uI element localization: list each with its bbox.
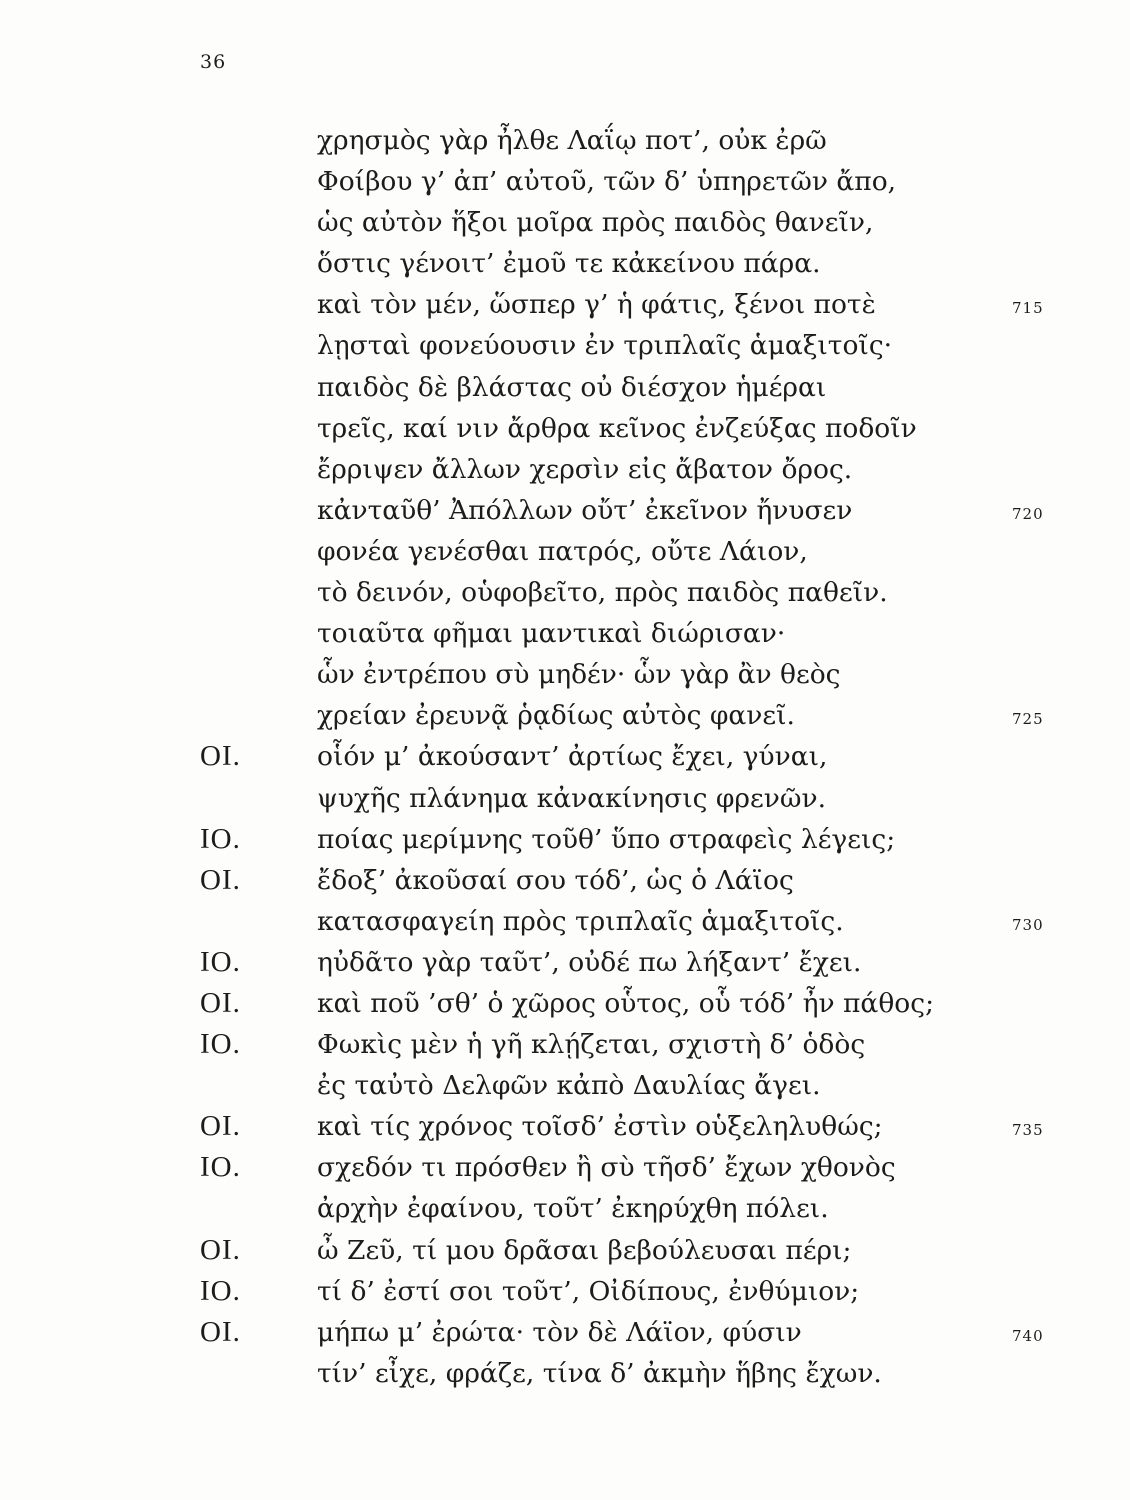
verse-text: σχεδόν τι πρόσθεν ἢ σὺ τῆσδ’ ἔχων χθονὸς (317, 1152, 896, 1184)
line-number: 735 (1012, 1121, 1044, 1140)
speaker-label: ΙΟ. (200, 822, 241, 855)
verse-line (0, 1312, 1130, 1353)
line-number: 720 (1012, 504, 1044, 523)
verse-text: Φοίβου γ’ ἀπ’ αὐτοῦ, τῶν δ’ ὑπηρετῶν ἄπο, (317, 166, 897, 198)
verse-text: τὸ δεινόν, οὑφοβεῖτο, πρὸς παιδὸς παθεῖν. (317, 577, 888, 609)
verse-line (0, 161, 1130, 202)
verse-text: χρείαν ἐρευνᾷ ῥᾳδίως αὐτὸς φανεῖ. (317, 700, 795, 732)
verse-text: φονέα γενέσθαι πατρός, οὔτε Λάιον, (317, 535, 808, 567)
verse-text: ἀρχὴν ἐφαίνου, τοῦτ’ ἐκηρύχθη πόλει. (317, 1193, 829, 1225)
verse-text: καὶ ποῦ ’σθ’ ὁ χῶρος οὗτος, οὗ τόδ’ ἦν πάθος; (317, 987, 935, 1019)
line-number: 715 (1012, 299, 1044, 318)
verse-text: ἔρριψεν ἄλλων χερσὶν εἰς ἄβατον ὄρος. (317, 453, 853, 485)
speaker-label: ΙΟ. (200, 945, 241, 978)
verse-text: τρεῖς, καί νιν ἄρθρα κεῖνος ἐνζεύξας ποδοῖν (317, 412, 917, 444)
line-number: 725 (1012, 710, 1044, 729)
verse-line (0, 1024, 1130, 1065)
verse-line (0, 613, 1130, 654)
verse-line (0, 1188, 1130, 1229)
speaker-label: ΟΙ. (200, 1110, 241, 1143)
verse-text: τίν’ εἶχε, φράζε, τίνα δ’ ἀκμὴν ἥβης ἔχων. (317, 1357, 882, 1389)
verse-text: Φωκὶς μὲν ἡ γῆ κλῄζεται, σχιστὴ δ’ ὁδὸς (317, 1029, 866, 1061)
verse-text: ὧν ἐντρέπου σὺ μηδέν· ὧν γὰρ ἂν θεὸς (317, 659, 841, 691)
speaker-label: ΙΟ. (200, 1028, 241, 1061)
speaker-label: ΟΙ. (200, 1233, 241, 1266)
verse-text: παιδὸς δὲ βλάστας οὐ διέσχον ἡμέραι (317, 371, 827, 403)
verse-line (0, 367, 1130, 408)
verse-text: ἔδοξ’ ἀκοῦσαί σου τόδ’, ὡς ὁ Λάϊος (317, 864, 794, 896)
verse-text: ὦ Ζεῦ, τί μου δρᾶσαι βεβούλευσαι πέρι; (317, 1234, 852, 1266)
verse-line (0, 1065, 1130, 1106)
verse-block (0, 120, 1130, 1394)
speaker-label: ΟΙ. (200, 986, 241, 1019)
verse-text: ὅστις γένοιτ’ ἐμοῦ τε κἀκείνου πάρα. (317, 248, 821, 280)
verse-line (0, 983, 1130, 1024)
page-number: 36 (200, 51, 227, 73)
speaker-label: ΙΟ. (200, 1151, 241, 1184)
verse-line (0, 490, 1130, 531)
verse-line (0, 942, 1130, 983)
verse-line (0, 284, 1130, 325)
verse-line (0, 860, 1130, 901)
verse-text: τοιαῦτα φῆμαι μαντικαὶ διώρισαν· (317, 618, 786, 650)
line-number: 730 (1012, 915, 1044, 934)
verse-line (0, 572, 1130, 613)
verse-text: χρησμὸς γὰρ ἦλθε Λαΐῳ ποτ’, οὐκ ἐρῶ (317, 125, 827, 156)
verse-line (0, 1353, 1130, 1394)
verse-line (0, 243, 1130, 284)
verse-line (0, 654, 1130, 695)
verse-line (0, 120, 1130, 161)
verse-text: κἀνταῦθ’ Ἀπόλλων οὔτ’ ἐκεῖνον ἤνυσεν (317, 494, 853, 526)
verse-line (0, 695, 1130, 736)
verse-text: καὶ τίς χρόνος τοῖσδ’ ἐστὶν οὑξεληλυθώς; (317, 1111, 883, 1143)
verse-line (0, 202, 1130, 243)
verse-line (0, 1147, 1130, 1188)
verse-text: κατασφαγείη πρὸς τριπλαῖς ἁμαξιτοῖς. (317, 905, 844, 937)
speaker-label: ΟΙ. (200, 740, 241, 773)
verse-text: καὶ τὸν μέν, ὥσπερ γ’ ἡ φάτις, ξένοι ποτὲ (317, 289, 876, 321)
verse-text: ἐς ταὐτὸ Δελφῶν κἀπὸ Δαυλίας ἄγει. (317, 1070, 821, 1102)
verse-line (0, 1271, 1130, 1312)
verse-line (0, 449, 1130, 490)
verse-text: μήπω μ’ ἐρώτα· τὸν δὲ Λάϊον, φύσιν (317, 1316, 802, 1348)
verse-text: ηὐδᾶτο γὰρ ταῦτ’, οὐδέ πω λήξαντ’ ἔχει. (317, 946, 862, 978)
line-number: 740 (1012, 1326, 1044, 1345)
verse-text: ψυχῆς πλάνημα κἀνακίνησις φρενῶν. (317, 782, 826, 814)
verse-text: λῃσταὶ φονεύουσιν ἐν τριπλαῖς ἁμαξιτοῖς· (317, 330, 893, 362)
verse-line (0, 1230, 1130, 1271)
verse-line (0, 325, 1130, 366)
verse-line (0, 408, 1130, 449)
verse-line (0, 736, 1130, 777)
speaker-label: ΟΙ. (200, 1315, 241, 1348)
verse-text: οἷόν μ’ ἀκούσαντ’ ἀρτίως ἔχει, γύναι, (317, 741, 828, 773)
verse-line (0, 531, 1130, 572)
speaker-label: ΙΟ. (200, 1274, 241, 1307)
verse-text: τί δ’ ἐστί σοι τοῦτ’, Οἰδίπους, ἐνθύμιον; (317, 1275, 860, 1307)
speaker-label: ΟΙ. (200, 863, 241, 896)
verse-line (0, 1106, 1130, 1147)
verse-line (0, 778, 1130, 819)
verse-line (0, 901, 1130, 942)
verse-line (0, 819, 1130, 860)
verse-text: ποίας μερίμνης τοῦθ’ ὕπο στραφεὶς λέγεις; (317, 823, 896, 855)
verse-text: ὡς αὐτὸν ἥξοι μοῖρα πρὸς παιδὸς θανεῖν, (317, 207, 874, 239)
